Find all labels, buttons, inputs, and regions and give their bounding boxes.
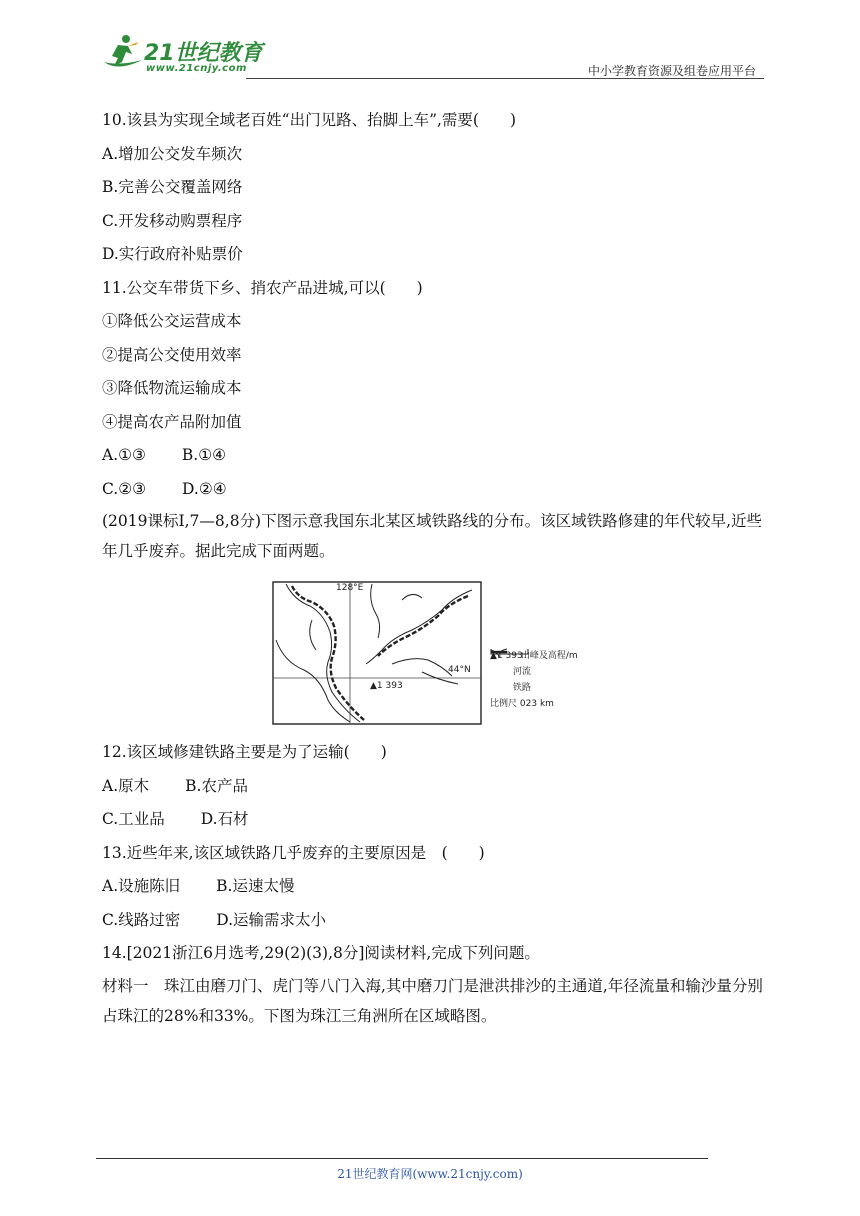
logo bbox=[96, 30, 266, 76]
q14-material: 材料一 珠江由磨刀门、虎门等八门入海,其中磨刀门是泄洪排沙的主通道,年径流量和输沙量分别占珠江的28%和33%。下图为珠江三角洲所在区域略图。 bbox=[102, 976, 763, 1025]
logo-url: www.21cnjy.com bbox=[146, 63, 247, 74]
q11-options-ab bbox=[102, 439, 768, 473]
intro-paragraph: (2019课标Ⅰ,7—8,8分)下图示意我国东北某区域铁路线的分布。该区域铁路修建的年代较早,近些年几乎废弃。据此完成下面两题。 bbox=[102, 512, 763, 560]
q10-option-c: C.开发移动购票程序 bbox=[102, 211, 243, 230]
q10-option-b: B.完善公交覆盖网络 bbox=[102, 178, 243, 196]
runner-logo-icon bbox=[96, 32, 146, 76]
legend-rail-label: 铁路 bbox=[512, 683, 531, 693]
q12-option-d: D.石材 bbox=[200, 810, 249, 828]
legend-rail bbox=[490, 680, 578, 696]
q11-statement-3: ③降低物流运输成本 bbox=[102, 379, 242, 397]
q11-option-a: A.①③ bbox=[102, 446, 146, 464]
q12-options-ab bbox=[102, 770, 768, 804]
q12-options-cd bbox=[102, 803, 768, 837]
q11-statement-4: ④提高农产品附加值 bbox=[102, 412, 242, 431]
peak-icon: ▲1 393 bbox=[490, 651, 523, 661]
q11-option-b: B.①④ bbox=[181, 446, 227, 464]
scale-value: 23 km bbox=[525, 699, 554, 709]
q11-option-c: C.②③ bbox=[102, 479, 147, 498]
logo-text: 21世纪教育 bbox=[144, 41, 263, 66]
q10-option-d: D.实行政府补贴票价 bbox=[102, 245, 243, 263]
platform-label: 中小学教育资源及组卷应用平台 bbox=[587, 64, 756, 78]
q13-option-b: B.运速太慢 bbox=[216, 877, 295, 895]
railway-map-figure bbox=[272, 580, 592, 726]
legend-scale bbox=[490, 696, 578, 712]
q12-option-a: A.原木 bbox=[102, 776, 150, 795]
q11-options-cd bbox=[102, 473, 768, 507]
q13-options-ab bbox=[102, 870, 768, 904]
q12-option-b: B.农产品 bbox=[185, 776, 248, 795]
map-legend bbox=[490, 648, 578, 712]
page-header bbox=[96, 30, 764, 78]
q10-stem: 10.该县为实现全域老百姓“出门见路、抬脚上车”,需要( ) bbox=[102, 111, 517, 129]
q11-statement-2: ②提高公交使用效率 bbox=[102, 345, 242, 364]
scale-zero: 0 bbox=[519, 699, 526, 709]
q11-statement-1: ①降低公交运营成本 bbox=[102, 312, 242, 330]
q13-option-a: A.设施陈旧 bbox=[102, 877, 181, 895]
q13-option-d: D.运输需求太小 bbox=[216, 910, 327, 929]
q10-option-a: A.增加公交发车频次 bbox=[102, 144, 243, 163]
q12-option-c: C.工业品 bbox=[102, 810, 165, 828]
q12-stem: 12.该区域修建铁路主要是为了运输( ) bbox=[102, 743, 387, 761]
q13-options-cd bbox=[102, 904, 768, 938]
longitude-label: 128°E bbox=[336, 583, 364, 593]
document-body bbox=[102, 104, 768, 1031]
q13-option-c: C.线路过密 bbox=[102, 910, 181, 929]
peak-label: ▲1 393 bbox=[370, 681, 403, 691]
legend-river-label: 河流 bbox=[512, 667, 531, 677]
footer-text: 21世纪教育网(www.21cnjy.com) bbox=[337, 1167, 523, 1181]
scale-bar-icon bbox=[490, 648, 530, 656]
scale-label: 比例尺 bbox=[490, 699, 518, 709]
q11-option-d: D.②④ bbox=[182, 479, 227, 498]
latitude-label: 44°N bbox=[448, 665, 471, 675]
q14-stem: 14.[2021浙江6月选考,29(2)(3),8分]阅读材料,完成下列问题。 bbox=[102, 944, 540, 962]
legend-river bbox=[490, 664, 578, 680]
q11-stem: 11.公交车带货下乡、捎农产品进城,可以( ) bbox=[102, 278, 423, 297]
legend-peak-label: 山峰及高程/m bbox=[520, 651, 578, 661]
footer-divider bbox=[96, 1158, 708, 1159]
header-divider bbox=[246, 78, 764, 79]
q13-stem: 13.近些年来,该区域铁路几乎废弃的主要原因是 ( ) bbox=[102, 843, 485, 862]
